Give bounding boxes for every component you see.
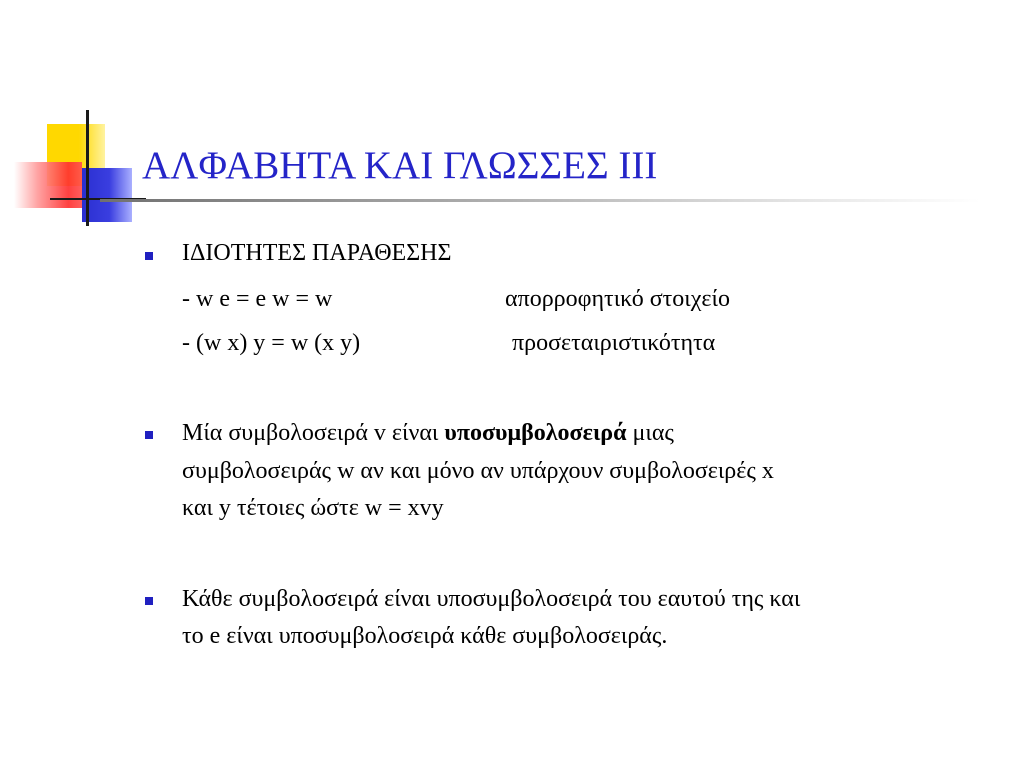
property-1-name: απορροφητικό στοιχείο: [505, 286, 730, 312]
bullet-marker-3: [145, 597, 153, 605]
logo-blue-square: [82, 168, 132, 222]
slide-title: ΑΛΦΑΒΗΤΑ ΚΑΙ ΓΛΩΣΣΕΣ ΙΙΙ: [142, 144, 658, 187]
bullet-2-text-before: Μία συμβολοσειρά v είναι: [182, 420, 445, 446]
bullet-2-line-3: και y τέτοιες ώστε w = xvy: [182, 495, 444, 521]
bullet-marker-1: [145, 252, 153, 260]
bullet-1-heading: ΙΔΙΟΤΗΤΕΣ ΠΑΡΑΘΕΣΗΣ: [182, 240, 452, 266]
title-underline: [100, 199, 980, 202]
property-2-name: προσεταιριστικότητα: [512, 330, 716, 356]
bullet-2-line-2: συμβολοσειράς w αν και μόνο αν υπάρχουν συμβολοσειρές x: [182, 458, 774, 484]
bullet-2-text-after: μιας: [626, 420, 674, 446]
bullet-2-line-1: [182, 418, 674, 448]
bullet-3-line-1: Κάθε συμβολοσειρά είναι υποσυμβολοσειρά του εαυτού της και: [182, 586, 801, 612]
logo-red-square: [14, 162, 82, 208]
bullet-3-line-2: το e είναι υποσυμβολοσειρά κάθε συμβολοσειράς.: [182, 623, 668, 649]
bullet-2-bold-term: υποσυμβολοσειρά: [444, 420, 627, 446]
bullet-marker-2: [145, 431, 153, 439]
property-1-formula: - w e = e w = w: [182, 286, 333, 312]
logo-vertical-line: [86, 110, 89, 226]
property-2-formula: - (w x) y = w (x y): [182, 330, 361, 356]
